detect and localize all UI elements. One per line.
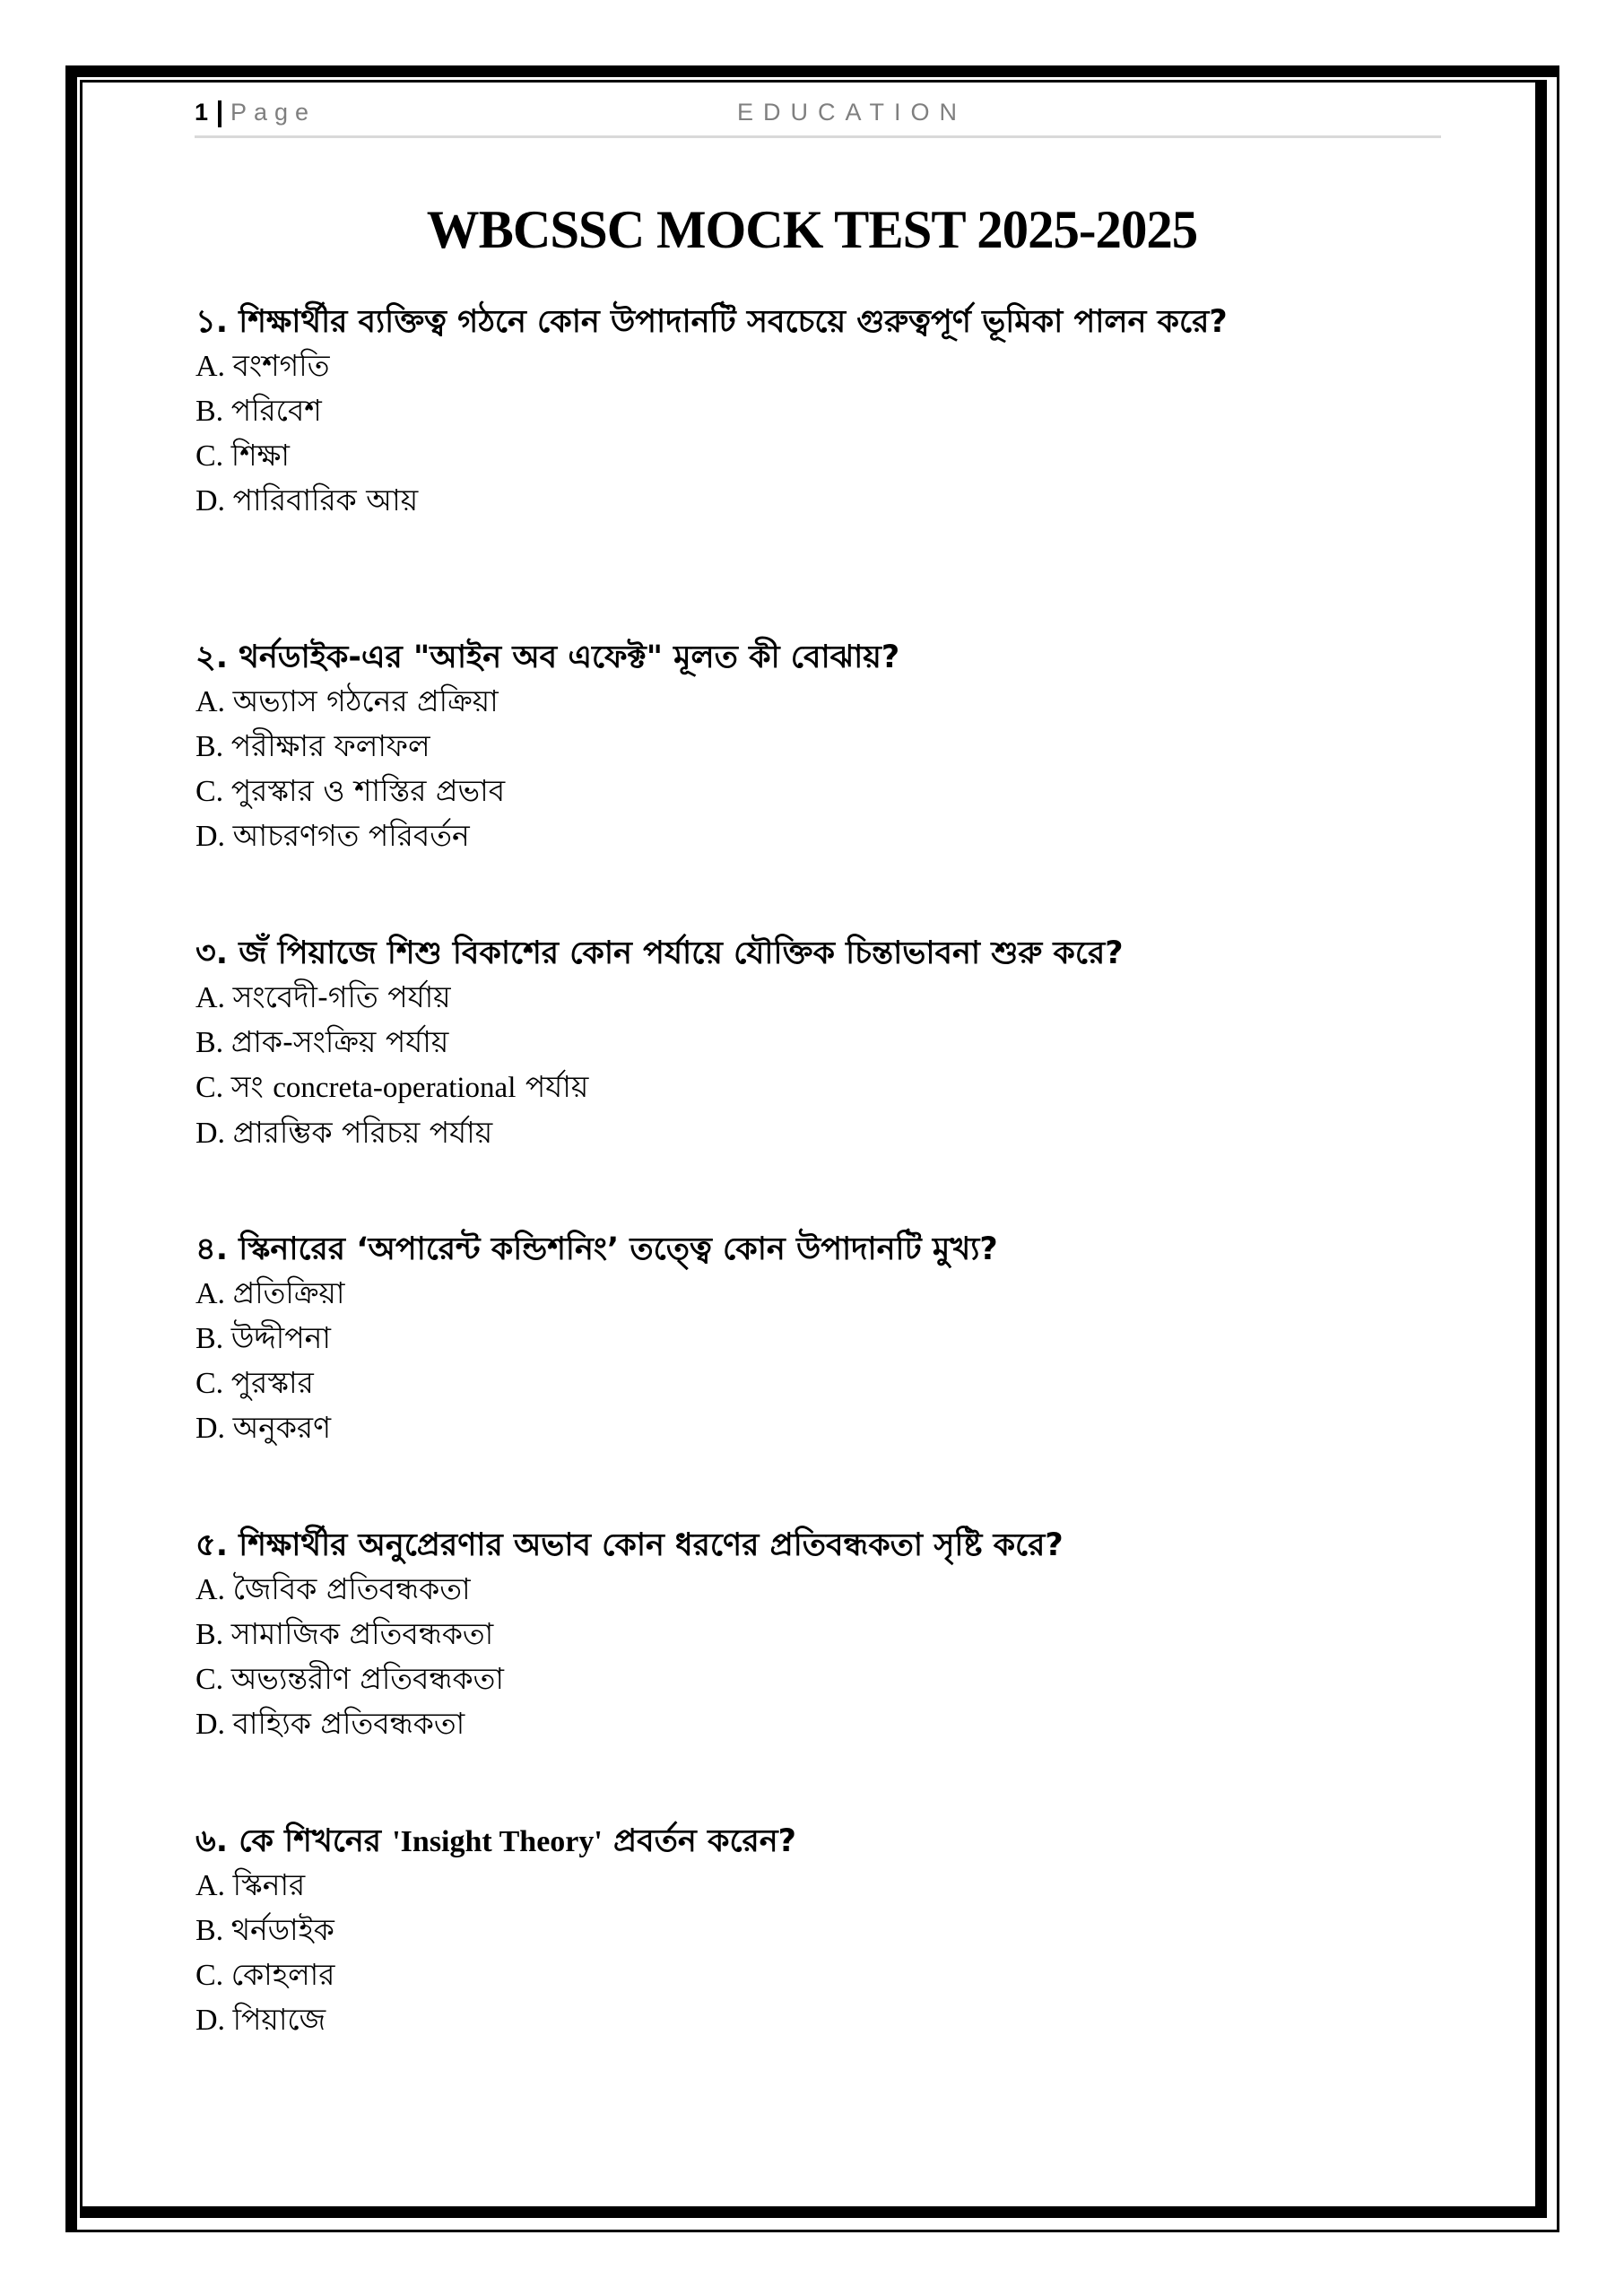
option-text: প্রারম্ভিক পরিচয় পর্যায় (232, 1115, 493, 1150)
option-letter: A. (195, 685, 226, 718)
option-text: জৈবিক প্রতিবন্ধকতা (232, 1571, 471, 1606)
option-c (195, 1952, 1451, 1997)
question-3 (195, 933, 1451, 1155)
option-text: সামাজিক প্রতিবন্ধকতা (230, 1616, 494, 1651)
option-text: বংশগতি (232, 348, 330, 383)
option-letter: D. (195, 1708, 226, 1741)
question-body: শিক্ষার্থীর ব্যক্তিত্ব গঠনে কোন উপাদানটি সবচেয়ে গুরুত্বপূর্ণ ভূমিকা পালন করে? (239, 304, 1228, 340)
question-number: ৬. (195, 1823, 229, 1859)
question-body-latin: 'Insight Theory' (392, 1825, 603, 1858)
question-number: ২. (195, 639, 229, 675)
option-text: স্কিনার (232, 1867, 306, 1902)
option-text-latin: concreta-operational (273, 1072, 517, 1104)
page-number: 1 (195, 99, 209, 126)
option-text: প্রাক-সংক্রিয় পর্যায় (230, 1024, 449, 1059)
question-text (195, 1229, 1451, 1271)
question-text (195, 1821, 1451, 1863)
option-text: আচরণগত পরিবর্তন (232, 818, 470, 853)
option-a (195, 1863, 1451, 1908)
option-letter: C. (195, 1367, 224, 1400)
question-body: থর্নডাইক-এর "আইন অব এফেক্ট" মূলত কী বোঝায়? (239, 639, 900, 675)
option-c (195, 1065, 1451, 1110)
option-a (195, 1271, 1451, 1316)
question-body: জঁ পিয়াজে শিশু বিকাশের কোন পর্যায়ে যৌক্তিক চিন্তাভাবনা শুরু করে? (239, 935, 1124, 971)
option-letter: C. (195, 439, 224, 473)
option-text: অনুকরণ (232, 1410, 332, 1445)
option-letter: A. (195, 1573, 226, 1606)
option-text-bengali: সং (230, 1069, 274, 1104)
option-letter: D. (195, 820, 226, 853)
option-letter: D. (195, 2004, 226, 2037)
option-letter: A. (195, 1869, 226, 1902)
header-section: EDUCATION (737, 99, 968, 126)
option-letter: A. (195, 1277, 226, 1310)
option-text: পারিবারিক আয় (232, 483, 419, 517)
question-2 (195, 637, 1451, 858)
option-letter: B. (195, 730, 224, 763)
option-b (195, 724, 1451, 769)
option-text: পরিবেশ (230, 393, 322, 428)
header-rule (195, 135, 1441, 138)
option-b (195, 388, 1451, 433)
question-1 (195, 301, 1451, 523)
option-text: অভ্যন্তরীণ প্রতিবন্ধকতা (230, 1661, 504, 1696)
option-c (195, 1657, 1451, 1701)
question-text (195, 637, 1451, 679)
option-d (195, 1701, 1451, 1746)
option-text: পুরস্কার (230, 1365, 314, 1400)
option-a (195, 975, 1451, 1020)
option-text: বাহ্যিক প্রতিবন্ধকতা (232, 1706, 465, 1741)
option-b (195, 1612, 1451, 1657)
option-b (195, 1020, 1451, 1065)
option-text: থর্নডাইক (230, 1912, 334, 1947)
option-letter: C. (195, 1071, 224, 1104)
option-text (231, 1069, 589, 1104)
option-letter: B. (195, 1618, 224, 1651)
option-c (195, 769, 1451, 813)
option-letter: B. (195, 1322, 224, 1355)
option-d (195, 1997, 1451, 2042)
question-5 (195, 1525, 1451, 1746)
option-letter: D. (195, 484, 226, 517)
option-c (195, 433, 1451, 478)
option-text: পুরস্কার ও শাস্তির প্রভাব (230, 773, 506, 808)
option-letter: C. (195, 1663, 224, 1696)
option-letter: C. (195, 1959, 224, 1992)
question-text (195, 1525, 1451, 1567)
option-text: অভ্যাস গঠনের প্রক্রিয়া (232, 683, 499, 718)
option-text: উদ্দীপনা (230, 1320, 331, 1355)
question-body: স্কিনারের ‘অপারেন্ট কন্ডিশনিং’ তত্ত্বে কোন উপাদানটি মুখ্য? (239, 1231, 998, 1267)
option-text: পরীক্ষার ফলাফল (230, 728, 430, 763)
question-number: ৪. (195, 1231, 229, 1267)
option-text-bengali: পর্যায় (516, 1069, 589, 1104)
option-d (195, 813, 1451, 858)
option-letter: D. (195, 1117, 226, 1150)
option-b (195, 1316, 1451, 1361)
option-text: কোহলার (230, 1957, 335, 1992)
question-number: ৩. (195, 935, 229, 971)
option-text: প্রতিক্রিয়া (232, 1275, 345, 1310)
option-letter: B. (195, 395, 224, 428)
option-letter: A. (195, 981, 226, 1014)
option-c (195, 1361, 1451, 1405)
option-d (195, 1405, 1451, 1450)
option-text: পিয়াজে (232, 2002, 326, 2037)
option-letter: D. (195, 1412, 226, 1445)
option-letter: B. (195, 1026, 224, 1059)
option-d (195, 478, 1451, 523)
option-a (195, 344, 1451, 388)
option-d (195, 1110, 1451, 1155)
question-body-bengali: কে শিখনের (239, 1823, 393, 1859)
question-6 (195, 1821, 1451, 2042)
question-number: ৫. (195, 1527, 229, 1563)
question-4 (195, 1229, 1451, 1450)
header-separator (218, 100, 221, 127)
page-header (195, 99, 1441, 138)
question-body: শিক্ষার্থীর অনুপ্রেরণার অভাব কোন ধরণের প্রতিবন্ধকতা সৃষ্টি করে? (239, 1527, 1064, 1563)
page-title: WBCSSC MOCK TEST 2025-2025 (426, 200, 1198, 259)
option-text: সংবেদী-গতি পর্যায় (232, 979, 451, 1014)
page-label: Page (230, 99, 317, 126)
question-body-bengali: প্রবর্তন করেন? (602, 1823, 796, 1859)
question-text (195, 301, 1451, 344)
option-letter: C. (195, 775, 224, 808)
option-text: শিক্ষা (230, 438, 290, 473)
option-b (195, 1908, 1451, 1952)
option-letter: B. (195, 1914, 224, 1947)
question-number: ১. (195, 304, 229, 340)
option-letter: A. (195, 350, 226, 383)
option-a (195, 1567, 1451, 1612)
question-text (195, 933, 1451, 975)
option-a (195, 679, 1451, 724)
